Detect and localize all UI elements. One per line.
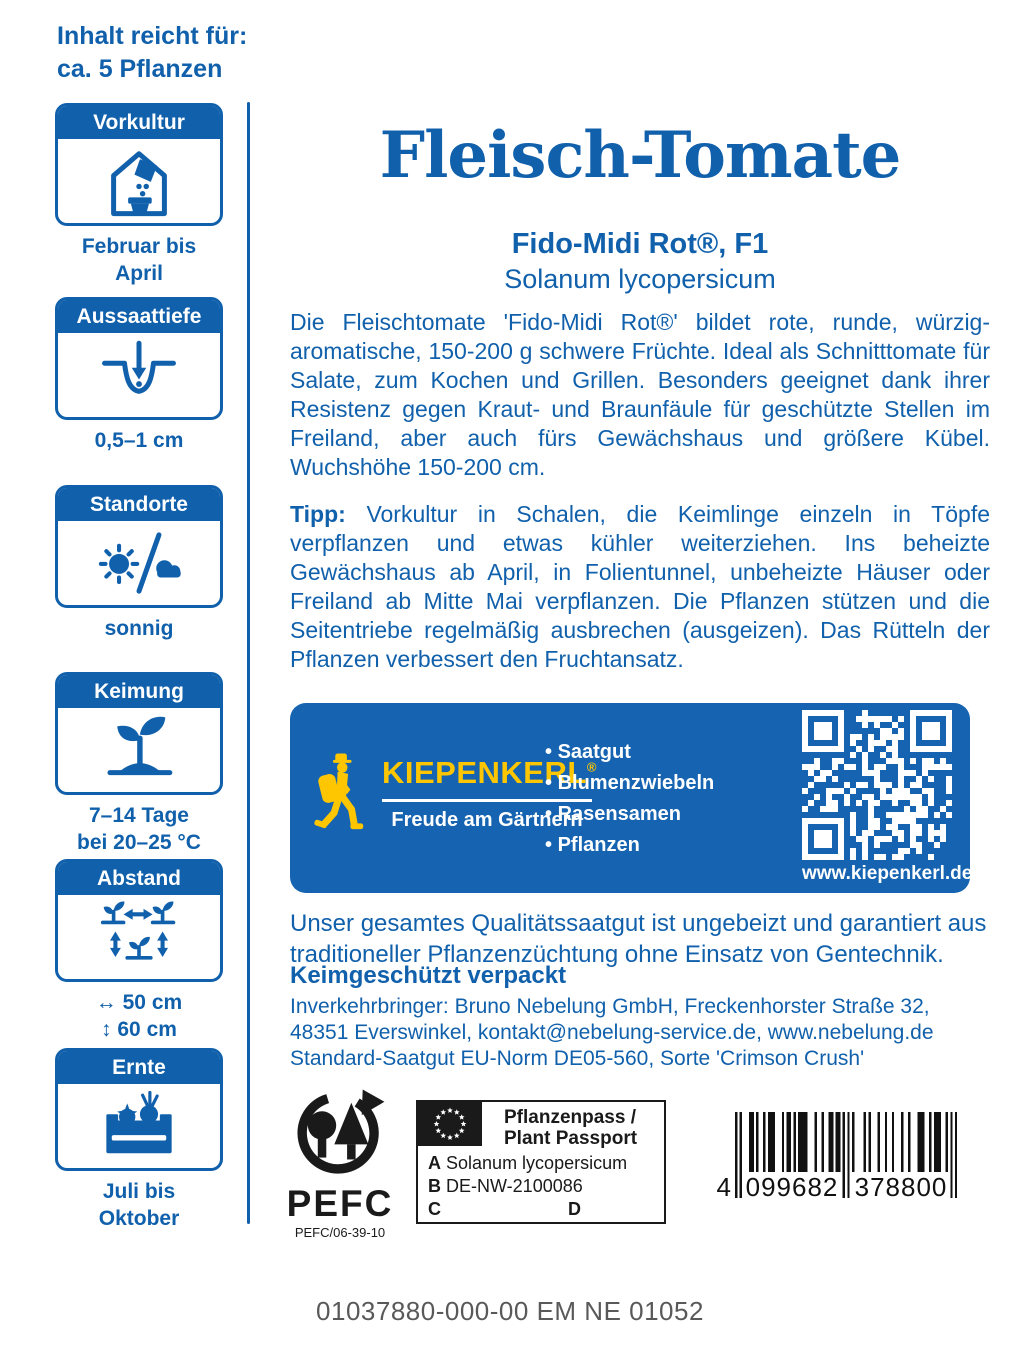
info-card-title: Ernte [58,1051,220,1084]
info-card [55,859,223,982]
seedling-icon [58,708,220,792]
seed-standard: Standard-Saatgut EU-Norm DE05-560, Sorte 'Crimson Crush' [290,1047,865,1070]
qr-code [802,710,952,860]
qr-block [802,710,973,885]
info-card-title: Keimung [58,675,220,708]
product-categories [545,737,714,861]
info-card-title: Vorkultur [58,106,220,139]
tip-label: Tipp: [290,501,346,527]
quality-statement: Unser gesamtes Qualitätssaatgut ist ungebeizt und garantiert aus traditioneller Pflanzenzüchtung ohne Einsatz von Gentechnik. [290,910,987,968]
info-card-keimung [55,672,223,856]
product-category: • Pflanzen [545,830,714,861]
info-card-caption: Februar bis April [81,235,197,285]
packaging-note: Keimgeschützt verpackt [290,962,567,989]
harvest-crate-icon [58,1084,220,1168]
passport-fields-cd: C D [428,1199,581,1219]
batch-code: 01037880-000-00 EM NE 01052 [316,1296,704,1326]
info-card-vorkultur [55,103,223,287]
pefc-certificate-code: PEFC/06-39-10 [294,1225,386,1240]
distributor-address: Inverkehrbringer: Bruno Nebelung GmbH, Freckenhorster Straße 32, 48351 Everswinkel, kontakt@nebelung-service.de, www.nebelung.de [290,995,934,1044]
product-title: Fleisch-Tomate [379,118,901,193]
info-card-caption: Juli bis Oktober [98,1180,180,1230]
vertical-divider [247,102,250,1224]
brand-wordmark: KIEPENKERL® [382,755,592,802]
eu-flag-icon [418,1102,482,1146]
info-card-caption: ↔ 50 cm ↕ 60 cm [95,991,183,1041]
kiepenkerl-man-icon [312,721,376,871]
info-card-caption: sonnig [104,617,174,640]
info-card [55,1048,223,1171]
content-quantity-line1: Inhalt reicht für: [57,22,248,50]
pefc-emblem-icon [288,1086,392,1180]
brand-slogan: Freude am Gärtnern [391,809,583,831]
info-card-abstand [55,859,223,1043]
pefc-logo [284,1086,396,1240]
tip-text: Vorkultur in Schalen, die Keimlinge einzeln in Töpfe verpflanzen und etwas kühler weiterziehen. Ins beheizte Gewächshaus ab April, in Folientunnel, unbeheizte Häuser oder Freiland ab Mitte Mai verpflanzen. Die Pflanzen stützen und die Seitentriebe regelmäßig ausbrechen (ausgeizen). Das Rütteln der Pflanzen verbessert den Fruchtansatz. [290,501,990,672]
info-card-standorte [55,485,223,642]
info-card-title: Abstand [58,862,220,895]
brand-banner [290,703,973,893]
growing-tip [290,500,990,674]
variety-name: Fido-Midi Rot®, F1 [511,228,769,260]
info-card-caption: 0,5–1 cm [94,429,184,452]
content-quantity-line2: ca. 5 Pflanzen [57,55,223,83]
info-card-ernte [55,1048,223,1232]
product-description: Die Fleischtomate 'Fido-Midi Rot®' bildet rote, runde, würzig-aromatische, 150-200 g schwere Früchte. Ideal als Schnitttomate für Salate, zum Kochen und Grillen. Besonders geeignet dank ihrer Resistenz gegen Kraut- und Braunfäule für geschützte Stellen im Freiland, aber auch fürs Gewächshaus und größere Kübel. Wuchshöhe 150-200 cm. [290,309,990,480]
plant-passport-title: Pflanzenpass / Plant Passport [504,1107,638,1149]
registered-mark: ® [586,759,597,775]
sowing-depth-icon [58,333,220,417]
plant-passport [416,1100,666,1224]
product-category: • Saatgut [545,737,714,768]
pefc-label: PEFC [286,1183,394,1224]
botanical-name: Solanum lycopersicum [504,264,776,294]
passport-field-b: B DE-NW-2100086 [428,1176,583,1196]
plant-spacing-icon [58,895,220,979]
passport-field-a: A Solanum lycopersicum [428,1153,628,1173]
info-card [55,672,223,795]
info-card-caption: 7–14 Tage bei 20–25 °C [77,804,201,854]
info-card [55,485,223,608]
brand-website: www.kiepenkerl.de [802,863,973,884]
product-category: • Rasensamen [545,799,714,830]
info-card-title: Aussaattiefe [58,300,220,333]
info-card-aussaattiefe [55,297,223,454]
ean-barcode [716,1112,957,1224]
plant-passport-fields [428,1152,656,1221]
info-card [55,103,223,226]
greenhouse-sowing-icon [58,139,220,223]
distributor-info [290,994,990,1072]
barcode-digits: 4 099682 378800 [716,1172,948,1202]
sun-and-cloud-icon [58,521,220,605]
content-quantity [57,20,247,86]
info-card-title: Standorte [58,488,220,521]
info-card [55,297,223,420]
product-category: • Blumenzwiebeln [545,768,714,799]
